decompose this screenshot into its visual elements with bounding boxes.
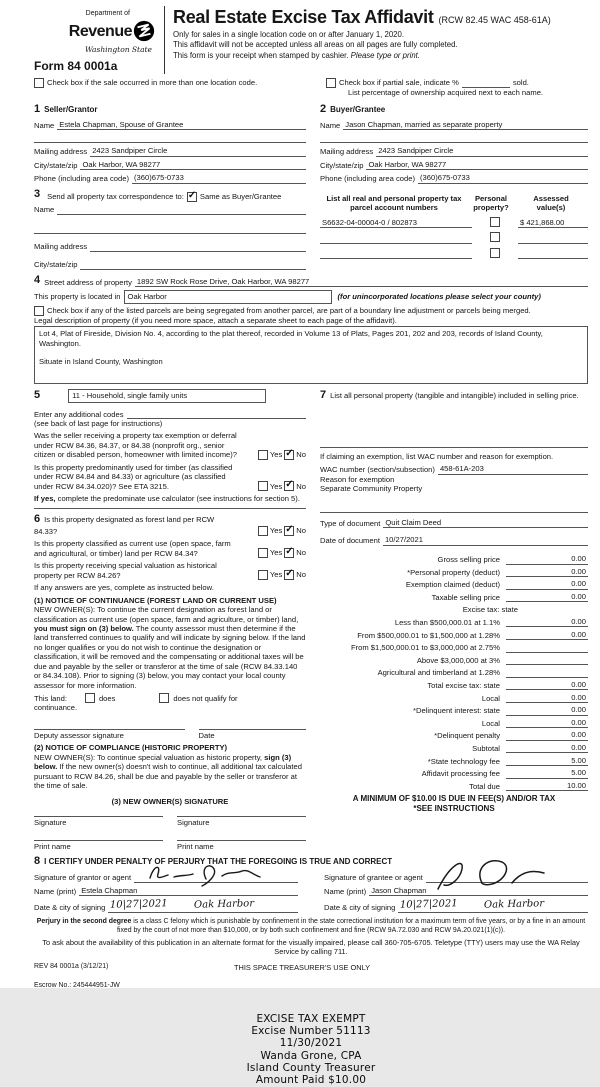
assessed-value-field[interactable]: $ 421,868.00	[518, 218, 588, 228]
parcel-row	[320, 232, 588, 243]
seller-phone-label: Phone (including area code)	[34, 174, 129, 184]
fee-label: *Delinquent penalty	[434, 731, 500, 741]
personal-property-col-l1: Personal	[474, 193, 508, 203]
parcel-col-header	[320, 194, 468, 213]
print-name-label: Print name	[34, 841, 71, 851]
new-owner-signature-2[interactable]	[177, 816, 306, 827]
current-use-yes-checkbox[interactable]	[258, 548, 268, 558]
grantor-date-handwriting: 10|27|2021	[110, 898, 169, 912]
parcel-col-header-l1: List all real and personal property tax	[326, 193, 462, 203]
fee-value[interactable]: 0.00	[506, 718, 588, 728]
fee-value[interactable]	[506, 677, 588, 678]
certification-section	[34, 855, 588, 913]
fee-label: *State technology fee	[427, 756, 500, 766]
grantor-name-label: Name (print)	[34, 886, 77, 896]
fee-value[interactable]	[506, 652, 588, 653]
no-label: No	[296, 450, 306, 460]
grantee-date-field[interactable]	[398, 899, 588, 913]
fee-label: Total due	[469, 781, 500, 791]
personal-property-field[interactable]	[320, 403, 588, 443]
notice-compliance-title: (2) NOTICE OF COMPLIANCE (HISTORIC PROPERTY)	[34, 743, 228, 753]
personal-property-section	[320, 389, 588, 546]
dept-of-label: Department of	[85, 10, 130, 17]
section3-number: 3	[34, 187, 41, 200]
section2-title: Buyer/Grantee	[330, 105, 386, 115]
new-owner-printname-2[interactable]	[177, 840, 306, 851]
section2-number: 2	[320, 103, 327, 116]
ownership-note: List percentage of ownership acquired next to each name.	[348, 87, 544, 97]
fee-label: *Delinquent interest: state	[413, 706, 500, 716]
signature-label: Signature	[177, 818, 210, 828]
street-address-extra-line[interactable]	[361, 277, 588, 287]
fee-value[interactable]: 0.00	[506, 730, 588, 740]
no-label: No	[296, 570, 306, 580]
doc-type-label: Type of document	[320, 518, 381, 528]
historical-no-checkbox[interactable]	[284, 570, 294, 580]
street-address-label: Street address of property	[44, 277, 132, 287]
segregated-checkbox[interactable]	[34, 306, 44, 316]
this-land-label: This land:	[34, 693, 67, 703]
if-any-yes-note: If any answers are yes, complete as instructed below.	[34, 583, 214, 593]
deputy-date-label: Date	[198, 730, 215, 740]
grantor-sig-label: Signature of grantor or agent	[34, 873, 132, 883]
grantee-name-label: Name (print)	[324, 886, 367, 896]
fee-value[interactable]: 0.00	[506, 554, 588, 564]
parcel-number-field[interactable]: S6632-04-00004-0 / 802873	[320, 218, 472, 228]
treasurer-stamp	[34, 1013, 588, 1087]
no-label: No	[296, 481, 306, 491]
parcel-number-field[interactable]	[320, 234, 472, 244]
fee-label: *Personal property (deduct)	[407, 567, 500, 577]
header-note-1: Only for sales in a single location code on or after January 1, 2020.	[173, 29, 405, 39]
street-address-field[interactable]: 1892 SW Rock Rose Drive, Oak Harbor, WA 98277	[135, 277, 362, 287]
partial-sale-label: Check box if partial sale, indicate %	[339, 78, 459, 88]
parcel-number-field[interactable]	[320, 249, 472, 259]
grantor-name-field[interactable]: Estela Chapman	[79, 886, 298, 896]
seller-city-label: City/state/zip	[34, 160, 78, 170]
multi-location-label: Check box if the sale occurred in more than one location code.	[47, 77, 258, 87]
agency-subtitle: Washington State	[84, 45, 152, 55]
header-note-3-italic: Please type or print.	[350, 50, 421, 60]
notice-compliance-text	[34, 753, 306, 791]
signature-label: Signature	[34, 818, 67, 828]
current-use-question: Is this property classified as current use (open space, farm and agricultural, or timber) land per RCW 84.34?	[34, 539, 231, 558]
correspondence-city-field[interactable]	[80, 260, 306, 270]
agency-name: Revenue	[68, 22, 132, 40]
seller-grantor-section	[34, 103, 306, 184]
historical-yes-checkbox[interactable]	[258, 570, 268, 580]
fee-value[interactable]	[506, 664, 588, 665]
stamp-excise-number: Excise Number 51113	[251, 1024, 371, 1037]
correspondence-name2-field[interactable]	[34, 224, 306, 234]
additional-codes-field[interactable]	[127, 409, 307, 419]
wac-number-field[interactable]: 458-61A-203	[438, 464, 588, 474]
does-label: does	[98, 693, 116, 703]
personal-property-col-l2: property?	[473, 203, 509, 213]
land-designation-section	[34, 513, 306, 851]
fee-label: Affidavit processing fee	[421, 769, 500, 779]
grantee-signature-block	[324, 869, 588, 913]
partial-sale-checkbox[interactable]	[326, 78, 336, 88]
grantor-signature-block	[34, 869, 298, 913]
legal-description-p2: Situate in Island County, Washington	[39, 357, 163, 367]
if-yes-rest: complete the predominate use calculator (see instructions for section 5).	[55, 494, 300, 504]
partial-sale-suffix: sold.	[512, 78, 529, 88]
fee-label: From $500,000.01 to $1,500,000 at 1.28%	[357, 630, 500, 640]
notice-continuance-pre: NEW OWNER(S): To continue the current designation as forest land or classification as current use (open space, farm and agriculture, or timber) land,	[34, 605, 299, 624]
new-owners-signature-title: (3) NEW OWNER(S) SIGNATURE	[111, 796, 229, 806]
segregated-label: Check box if any of the listed parcels are being segregated from another parcel, are part of a boundary line adjustment or parcels being merged.	[47, 305, 531, 315]
header-note-3	[173, 51, 588, 61]
yes-label: Yes	[269, 481, 283, 491]
exemption-claim-note: If claiming an exemption, list WAC number and reason for exemption.	[320, 452, 554, 461]
fee-label: Less than $500,000.01 at 1.1%	[394, 617, 500, 627]
form-number: Form 84 0001a	[34, 58, 118, 73]
see-instructions-note: *SEE INSTRUCTIONS	[413, 804, 495, 814]
correspondence-city-label: City/state/zip	[34, 260, 78, 270]
grantee-date-handwriting: 10|27|2021	[400, 898, 459, 912]
notice-continuance-bold: you must sign on (3) below.	[34, 623, 134, 633]
section1-number: 1	[34, 103, 41, 116]
land-use-code-section	[34, 389, 306, 509]
buyer-phone-field[interactable]: (360)675-0733	[418, 173, 588, 183]
header-note-2: This affidavit will not be accepted unless all areas on all pages are fully completed.	[173, 40, 458, 50]
buyer-city-field[interactable]: Oak Harbor, WA 98277	[366, 160, 588, 170]
print-name-label: Print name	[177, 841, 214, 851]
buyer-name2-field[interactable]	[320, 133, 588, 143]
fee-label: Above $3,000,000 at 3%	[416, 655, 500, 665]
forest-yes-checkbox[interactable]	[258, 526, 268, 536]
seller-phone-field[interactable]: (360)675-0733	[132, 173, 306, 183]
same-as-buyer-checkbox[interactable]	[187, 192, 197, 202]
historical-question: Is this property receiving special valuation as historical property per RCW 84.26?	[34, 561, 217, 580]
buyer-mailing-field[interactable]: 2423 Sandpiper Circle	[376, 146, 588, 156]
property-located-select[interactable]: Oak Harbor	[124, 290, 332, 303]
fee-value[interactable]: 10.00	[506, 781, 588, 791]
section7-intro: List all personal property (tangible and intangible) included in selling price.	[330, 391, 579, 401]
minimum-fee-note: A MINIMUM OF $10.00 IS DUE IN FEE(S) AND/OR TAX	[352, 794, 556, 804]
fee-calculation	[320, 552, 588, 814]
certification-title: I CERTIFY UNDER PENALTY OF PERJURY THAT THE FOREGOING IS TRUE AND CORRECT	[44, 857, 393, 867]
escrow-number: Escrow No.: 245444951-JW	[34, 981, 120, 989]
correspondence-name-label: Name	[34, 205, 55, 215]
agency-block	[34, 6, 165, 74]
parcel-row	[320, 248, 588, 259]
buyer-name-field[interactable]: Jason Chapman, married as separate property	[343, 120, 588, 130]
stamp-exempt-line: EXCISE TAX EXEMPT	[256, 1012, 366, 1025]
notice-compliance-pre: NEW OWNER(S): To continue special valuation as historic property,	[34, 752, 265, 762]
doc-date-label: Date of document	[320, 536, 380, 546]
perjury-bold: Perjury in the second degree	[36, 917, 132, 925]
form-title-ref: (RCW 82.45 WAC 458-61A)	[438, 15, 551, 25]
section4-number: 4	[34, 273, 41, 286]
continuance-label: continuance.	[34, 703, 78, 713]
fee-value[interactable]: 5.00	[506, 756, 588, 766]
reason-exemption-field[interactable]: Separate Community Property	[320, 484, 423, 494]
same-as-buyer-label: Same as Buyer/Grantee	[199, 192, 282, 202]
grantee-sig-label: Signature of grantee or agent	[324, 873, 423, 883]
notice-compliance-bold: sign (3) below.	[34, 752, 292, 772]
fee-label: Taxable selling price	[431, 592, 500, 602]
treasurer-use-label: THIS SPACE TREASURER'S USE ONLY	[234, 962, 371, 972]
does-not-label: does not qualify for	[173, 693, 238, 703]
fee-value[interactable]: 0.00	[506, 705, 588, 715]
fee-value[interactable]: 0.00	[506, 617, 588, 627]
fee-value[interactable]: 0.00	[506, 680, 588, 690]
yes-label: Yes	[269, 570, 283, 580]
grantee-name-field[interactable]: Jason Chapman	[369, 886, 588, 896]
section1-title: Seller/Grantor	[44, 105, 98, 115]
assessed-value-col-l1: Assessed	[533, 193, 569, 203]
additional-codes-note: (see back of last page for instructions)	[34, 419, 163, 428]
unincorporated-note: (for unincorporated locations please select your county)	[337, 292, 541, 302]
seller-name-field[interactable]: Estela Chapman, Spouse of Grantee	[57, 120, 306, 130]
buyer-phone-label: Phone (including area code)	[320, 174, 415, 184]
property-located-label: This property is located in	[34, 292, 121, 302]
personal-property-checkbox-1[interactable]	[490, 217, 500, 227]
seller-name2-field[interactable]	[34, 133, 306, 143]
assessed-value-field[interactable]	[518, 249, 588, 259]
grantor-sig-field[interactable]	[134, 873, 298, 883]
grantor-date-field[interactable]	[108, 899, 298, 913]
forest-land-question: Is this property designated as forest land per RCW 84.33?	[34, 514, 215, 536]
timber-agriculture-question: Is this property predominantly used for timber (as classified under RCW 84.84 and 84.33) or agriculture (as classified under RCW 84.34.020)? See ETA 3215.	[34, 462, 233, 491]
fee-value[interactable]: 0.00	[506, 743, 588, 753]
no-label: No	[296, 548, 306, 558]
deputy-assessor-label: Deputy assessor signature	[34, 730, 124, 740]
legal-description-field[interactable]	[34, 326, 588, 384]
fee-label: Local	[481, 718, 500, 728]
fee-value[interactable]: 0.00	[506, 579, 588, 589]
buyer-grantee-section	[320, 103, 588, 184]
assessed-value-col-l2: value(s)	[536, 203, 566, 213]
property-address-section	[34, 274, 588, 385]
grantee-city-handwriting: Oak Harbor	[483, 898, 545, 912]
seller-city-field[interactable]: Oak Harbor, WA 98277	[80, 160, 306, 170]
correspondence-mailing-field[interactable]	[90, 242, 306, 252]
header-note-3-text: This form is your receipt when stamped by cashier.	[173, 50, 351, 60]
no-label: No	[296, 526, 306, 536]
new-owner-signature-1[interactable]	[34, 816, 163, 827]
personal-property-checkbox-3[interactable]	[490, 248, 500, 258]
deputy-date-line[interactable]	[199, 729, 307, 740]
section7-number: 7	[320, 389, 327, 402]
exemption-no-checkbox[interactable]	[284, 450, 294, 460]
fee-label: Gross selling price	[437, 555, 500, 565]
parcel-table	[320, 188, 588, 270]
section5-number: 5	[34, 389, 41, 402]
form-revision: REV 84 0001a (3/12/21)	[34, 962, 109, 970]
does-qualify-checkbox[interactable]	[85, 693, 95, 703]
notice-continuance-post: The county assessor must then determine if the land transferred continues to qualify and will indicate by signing below. If the land no longer qualifies or you do not wish to continue the designation or classification, it will be removed and the compensating or additional taxes will be due and payable by the seller or transferor at the time of sale (RCW 84.33.140 or 84.34.108). Prior to signing (3) below, you may contact your local county assessor for more information.	[34, 623, 306, 690]
fee-value[interactable]: 0.00	[506, 592, 588, 602]
fee-label: From $1,500,000.01 to $3,000,000 at 2.75%	[350, 643, 500, 653]
legal-description-label: Legal description of property (if you need more space, attach a separate sheet to each page of the affidavit).	[34, 315, 397, 325]
perjury-statement	[34, 918, 588, 935]
land-use-code-field[interactable]: 11 - Household, single family units	[68, 389, 266, 402]
parcel-col-header-l2: parcel account numbers	[350, 203, 438, 213]
doc-type-field[interactable]: Quit Claim Deed	[383, 518, 588, 528]
current-use-no-checkbox[interactable]	[284, 548, 294, 558]
wac-number-label: WAC number (section/subsection)	[320, 465, 435, 475]
seller-mailing-label: Mailing address	[34, 147, 88, 157]
yes-label: Yes	[269, 526, 283, 536]
dor-logo-icon	[132, 19, 156, 45]
deputy-assessor-signature-line[interactable]	[34, 729, 185, 740]
correspondence-mailing-label: Mailing address	[34, 242, 88, 252]
notice-continuance-text	[34, 605, 306, 690]
fee-value[interactable]: 0.00	[506, 567, 588, 577]
parcel-row	[320, 217, 588, 228]
alt-format-note: To ask about the availability of this publication in an alternate format for the visually impaired, please call 360-705-6705. Teletype (TTY) users may use the WA Relay Service by calling 711.	[42, 938, 580, 957]
timber-yes-checkbox[interactable]	[258, 481, 268, 491]
tax-correspondence-section	[34, 188, 306, 270]
personal-property-checkbox-2[interactable]	[490, 232, 500, 242]
additional-codes-label: Enter any additional codes	[34, 409, 124, 419]
yes-label: Yes	[269, 450, 283, 460]
section3-label: Send all property tax correspondence to:	[47, 192, 184, 202]
fee-label: Exemption claimed (deduct)	[405, 580, 500, 590]
section6-number: 6	[34, 512, 41, 525]
fee-value[interactable]: 0.00	[506, 693, 588, 703]
form-header	[34, 6, 588, 74]
forest-no-checkbox[interactable]	[284, 526, 294, 536]
exemption-yes-checkbox[interactable]	[258, 450, 268, 460]
section8-number: 8	[34, 855, 41, 868]
multi-location-checkbox[interactable]	[34, 78, 44, 88]
if-yes-bold: If yes,	[34, 494, 56, 504]
seller-name-label: Name	[34, 120, 55, 130]
buyer-name-label: Name	[320, 120, 341, 130]
stamp-date: 11/30/2021	[279, 1037, 343, 1050]
fee-label: Local	[481, 693, 500, 703]
fee-label: Subtotal	[472, 743, 500, 753]
grantor-date-label: Date & city of signing	[34, 903, 106, 913]
notice-compliance-post: If the new owner(s) doesn't wish to continue, all additional tax calculated pursuant to RCW 84.26, shall be due and payable by the seller or transferor at the time of sale.	[34, 762, 302, 791]
correspondence-name-field[interactable]	[57, 205, 306, 215]
form-title: Real Estate Excise Tax Affidavit	[173, 7, 434, 27]
fee-section-label: Excise tax: state	[462, 605, 518, 615]
fee-label: Total excise tax: state	[427, 680, 500, 690]
buyer-mailing-label: Mailing address	[320, 147, 374, 157]
reason-exemption-label: Reason for exemption	[320, 474, 395, 484]
buyer-city-label: City/state/zip	[320, 160, 364, 170]
yes-label: Yes	[269, 548, 283, 558]
does-not-qualify-checkbox[interactable]	[159, 693, 169, 703]
seller-mailing-field[interactable]: 2423 Sandpiper Circle	[90, 146, 306, 156]
fee-value[interactable]: 0.00	[506, 630, 588, 640]
grantee-sig-field[interactable]	[426, 873, 588, 883]
new-owner-printname-1[interactable]	[34, 840, 163, 851]
timber-no-checkbox[interactable]	[284, 481, 294, 491]
exemption-deferral-question: Was the seller receiving a property tax exemption or deferral under RCW 84.36, 84.37, or 84.38 (nonprofit org., senior citizen or disabled person, homeowner with limited income)?	[34, 431, 238, 460]
doc-date-field[interactable]: 10/27/2021	[383, 535, 588, 545]
perjury-text: is a class C felony which is punishable by confinement in the state correctional institution for a maximum term of five years, or by a fine in an amount fixed by the court of not more than $10,000, or by both such confinement and fine (RCW 9A.72.030 and RCW 9A.20.021(1)(c)).	[117, 917, 586, 934]
stamp-treasurer-name: Wanda Grone, CPA	[260, 1049, 362, 1062]
legal-description-p1: Lot 4, Plat of Fireside, Division No. 4, according to the plat thereof, recorded in Volume 13 of Plats, Pages 201, 202 and 203, records of Island County, Washington.	[39, 329, 543, 348]
personal-property-col-header	[468, 194, 514, 213]
fee-value[interactable]: 5.00	[506, 768, 588, 778]
stamp-treasurer-title: Island County Treasurer	[246, 1062, 376, 1075]
grantee-date-label: Date & city of signing	[324, 903, 396, 913]
fee-label: Agricultural and timberland at 1.28%	[377, 668, 500, 678]
assessed-value-field[interactable]	[518, 234, 588, 244]
grantor-city-handwriting: Oak Harbor	[193, 898, 255, 912]
stamp-amount-paid: Amount Paid $10.00	[255, 1074, 367, 1087]
notice-continuance-title: (1) NOTICE OF CONTINUANCE (FOREST LAND OR CURRENT USE)	[34, 595, 277, 605]
assessed-value-col-header	[514, 194, 588, 213]
